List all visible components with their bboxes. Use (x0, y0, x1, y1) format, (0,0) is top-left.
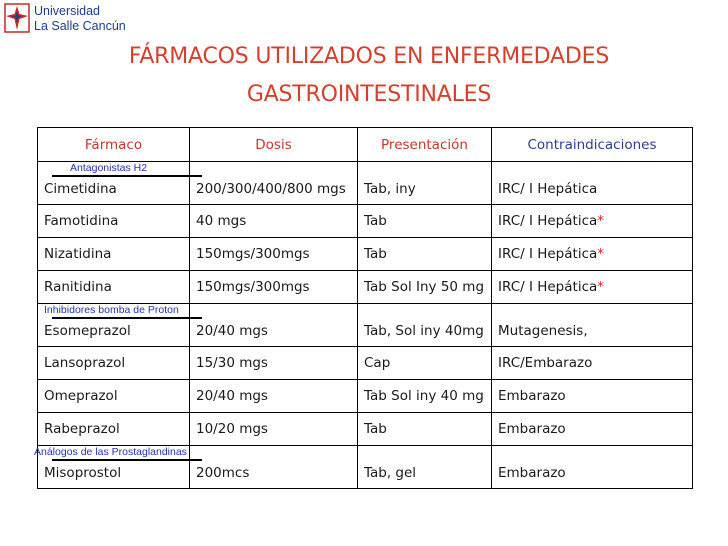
table-row (38, 380, 693, 413)
dose-cell: 200mcs (190, 446, 358, 489)
group-label-ppi: Inhibidores bomba de Proton (40, 304, 183, 316)
header-presentation: Presentación (358, 128, 492, 162)
table-row (38, 347, 693, 380)
drug-cell: Ranitidina (38, 271, 190, 304)
presentation-cell: Tab, Sol iny 40mg (358, 304, 492, 347)
table-row (38, 238, 693, 271)
dose-cell: 10/20 mgs (190, 413, 358, 446)
presentation-cell: Tab, gel (358, 446, 492, 489)
title-line-1: FÁRMACOS UTILIZADOS EN ENFERMEDADES (128, 44, 610, 69)
header-contraindications: Contraindicaciones (492, 128, 693, 162)
title-line-2: GASTROINTESTINALES (246, 82, 492, 107)
la-salle-star-icon (4, 3, 30, 33)
drug-cell: Omeprazol (38, 380, 190, 413)
drug-cell: Análogos de las Prostaglandinas Misoprostol (38, 446, 190, 489)
contra-cell: Mutagenesis, (492, 304, 693, 347)
table-row (38, 413, 693, 446)
contra-cell: Embarazo (492, 413, 693, 446)
university-logo (4, 3, 184, 37)
contra-cell: IRC/Embarazo (492, 347, 693, 380)
contra-cell: IRC/ I Hepática (492, 162, 693, 205)
dose-cell: 20/40 mgs (190, 380, 358, 413)
presentation-cell: Tab Sol iny 40 mg (358, 380, 492, 413)
page-title (40, 38, 698, 114)
contra-cell: IRC/ I Hepática* (492, 271, 693, 304)
dose-cell: 20/40 mgs (190, 304, 358, 347)
header-drug: Fármaco (38, 128, 190, 162)
drug-cell: Rabeprazol (38, 413, 190, 446)
drug-table (34, 127, 693, 489)
table-row (38, 205, 693, 238)
drug-cell: Antagonistas H2 Cimetidina (38, 162, 190, 205)
table-row (38, 162, 693, 205)
table-row (38, 271, 693, 304)
university-name-line1: Universidad (34, 4, 101, 18)
dose-cell: 150mgs/300mgs (190, 271, 358, 304)
drug-cell: Famotidina (38, 205, 190, 238)
group-label-h2: Antagonistas H2 (40, 162, 183, 174)
presentation-cell: Cap (358, 347, 492, 380)
contra-cell: IRC/ I Hepática* (492, 238, 693, 271)
presentation-cell: Tab (358, 238, 492, 271)
drug-cell: Inhibidores bomba de Proton Esomeprazol (38, 304, 190, 347)
dose-cell: 200/300/400/800 mgs (190, 162, 358, 205)
contra-cell: IRC/ I Hepática* (492, 205, 693, 238)
header-row (38, 128, 693, 162)
dose-cell: 150mgs/300mgs (190, 238, 358, 271)
presentation-cell: Tab, iny (358, 162, 492, 205)
dose-cell: 15/30 mgs (190, 347, 358, 380)
presentation-cell: Tab (358, 413, 492, 446)
drug-cell: Lansoprazol (38, 347, 190, 380)
contra-cell: Embarazo (492, 380, 693, 413)
university-name-line2: La Salle Cancún (34, 19, 126, 33)
header-dose: Dosis (190, 128, 358, 162)
presentation-cell: Tab Sol Iny 50 mg (358, 271, 492, 304)
dose-cell: 40 mgs (190, 205, 358, 238)
table-row (38, 446, 693, 489)
contra-cell: Embarazo (492, 446, 693, 489)
presentation-cell: Tab (358, 205, 492, 238)
group-label-prostaglandins: Análogos de las Prostaglandinas (40, 446, 183, 458)
drug-cell: Nizatidina (38, 238, 190, 271)
table-row (38, 304, 693, 347)
